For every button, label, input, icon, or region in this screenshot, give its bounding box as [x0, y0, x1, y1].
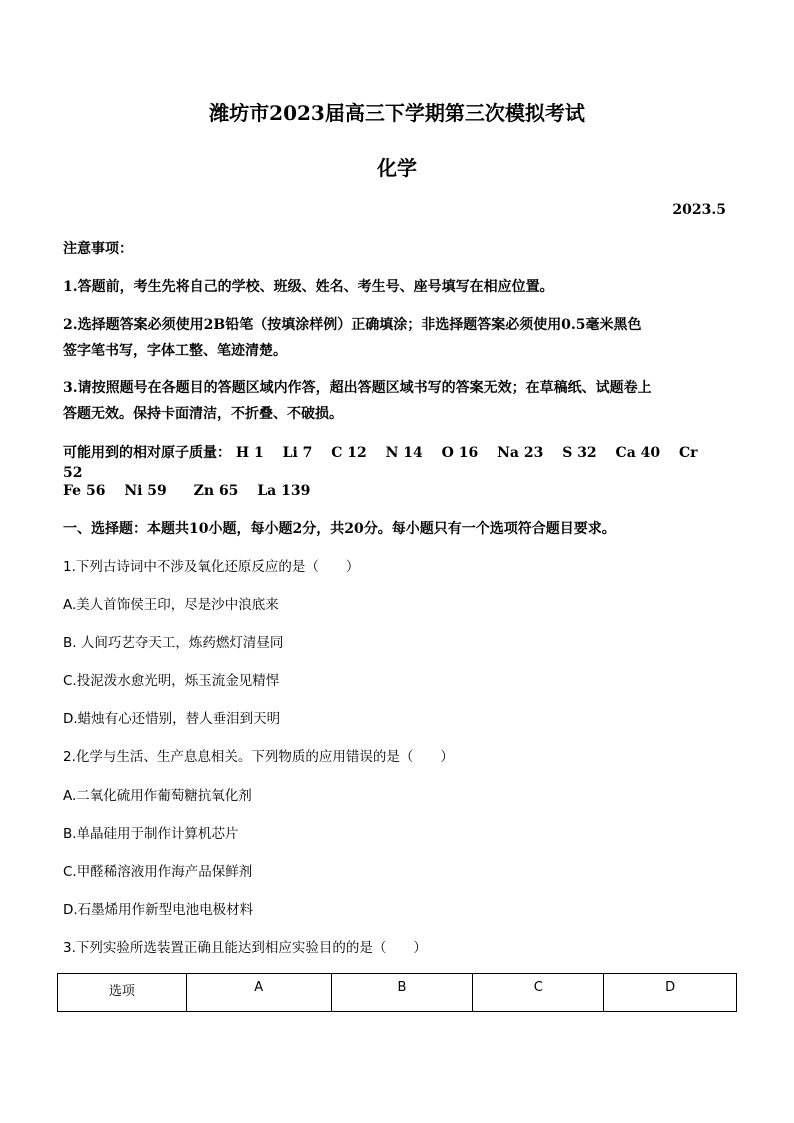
atomic-mass-li: Li 7 — [282, 445, 313, 461]
notice-item-2-line-2: 签字笔书写，字体工整、笔迹清楚。 — [63, 343, 287, 359]
table-header-b: B — [331, 974, 473, 1012]
table-row — [58, 974, 737, 1012]
q1-option-b: B. 人间巧艺夺天工，炼药燃灯清昼同 — [63, 635, 284, 651]
notice-item-1: 1.答题前，考生先将自己的学校、班级、姓名、考生号、座号填写在相应位置。 — [63, 279, 554, 295]
q2-option-c: C.甲醛稀溶液用作海产品保鲜剂 — [63, 864, 253, 880]
section-1-heading: 一、选择题：本题共10小题，每小题2分，共20分。每小题只有一个选项符合题目要求。 — [63, 521, 616, 537]
atomic-mass-row-2 — [63, 481, 733, 501]
notice-heading: 注意事项： — [63, 241, 133, 257]
atomic-mass-label: 可能用到的相对原子质量： — [63, 445, 231, 461]
table-header-c: C — [473, 974, 604, 1012]
q1-option-d: D.蜡烛有心还惜别，替人垂泪到天明 — [63, 711, 281, 727]
exam-title: 潍坊市2023届高三下学期第三次模拟考试 — [209, 101, 585, 125]
q3-stem: 3.下列实验所选装置正确且能达到相应实验目的的是（ ） — [63, 940, 427, 956]
table-header-d: D — [604, 974, 737, 1012]
atomic-mass-n: N 14 — [385, 445, 423, 461]
notice-item-2-line-1: 2.选择题答案必须使用2B铅笔（按填涂样例）正确填涂；非选择题答案必须使用0.5毫米黑色 — [63, 317, 642, 333]
subject-title: 化学 — [377, 156, 417, 180]
atomic-mass-la: La 139 — [257, 483, 311, 499]
q2-option-b: B.单晶硅用于制作计算机芯片 — [63, 826, 239, 842]
atomic-mass-cr: Cr 52 — [63, 445, 698, 481]
exam-date: 2023.5 — [672, 202, 726, 218]
atomic-mass-ni: Ni 59 — [124, 483, 167, 499]
q1-option-a: A.美人首饰侯王印，尽是沙中浪底来 — [63, 597, 279, 613]
atomic-mass-o: O 16 — [441, 445, 479, 461]
q2-stem: 2.化学与生活、生产息息相关。下列物质的应用错误的是（ ） — [63, 749, 454, 765]
atomic-mass-ca: Ca 40 — [615, 445, 661, 461]
atomic-mass-zn: Zn 65 — [193, 483, 239, 499]
q1-option-c: C.投泥泼水愈光明，烁玉流金见精悍 — [63, 673, 280, 689]
q2-option-d: D.石墨烯用作新型电池电极材料 — [63, 902, 254, 918]
table-header-a: A — [186, 974, 331, 1012]
notice-item-3-line-2: 答题无效。保持卡面清洁，不折叠、不破损。 — [63, 406, 343, 422]
atomic-mass-fe: Fe 56 — [63, 483, 106, 499]
atomic-mass-row-1 — [63, 443, 733, 483]
q1-stem: 1.下列古诗词中不涉及氧化还原反应的是（ ） — [63, 559, 360, 575]
q3-options-table — [57, 973, 737, 1012]
atomic-mass-h: H 1 — [235, 445, 264, 461]
atomic-mass-na: Na 23 — [497, 445, 544, 461]
notice-item-3-line-1: 3.请按照题号在各题目的答题区域内作答，超出答题区域书写的答案无效；在草稿纸、试题卷上 — [63, 380, 652, 396]
q2-option-a: A.二氧化硫用作葡萄糖抗氧化剂 — [63, 788, 252, 804]
table-header-option: 选项 — [58, 974, 187, 1012]
atomic-mass-c: C 12 — [331, 445, 367, 461]
atomic-mass-s: S 32 — [562, 445, 597, 461]
